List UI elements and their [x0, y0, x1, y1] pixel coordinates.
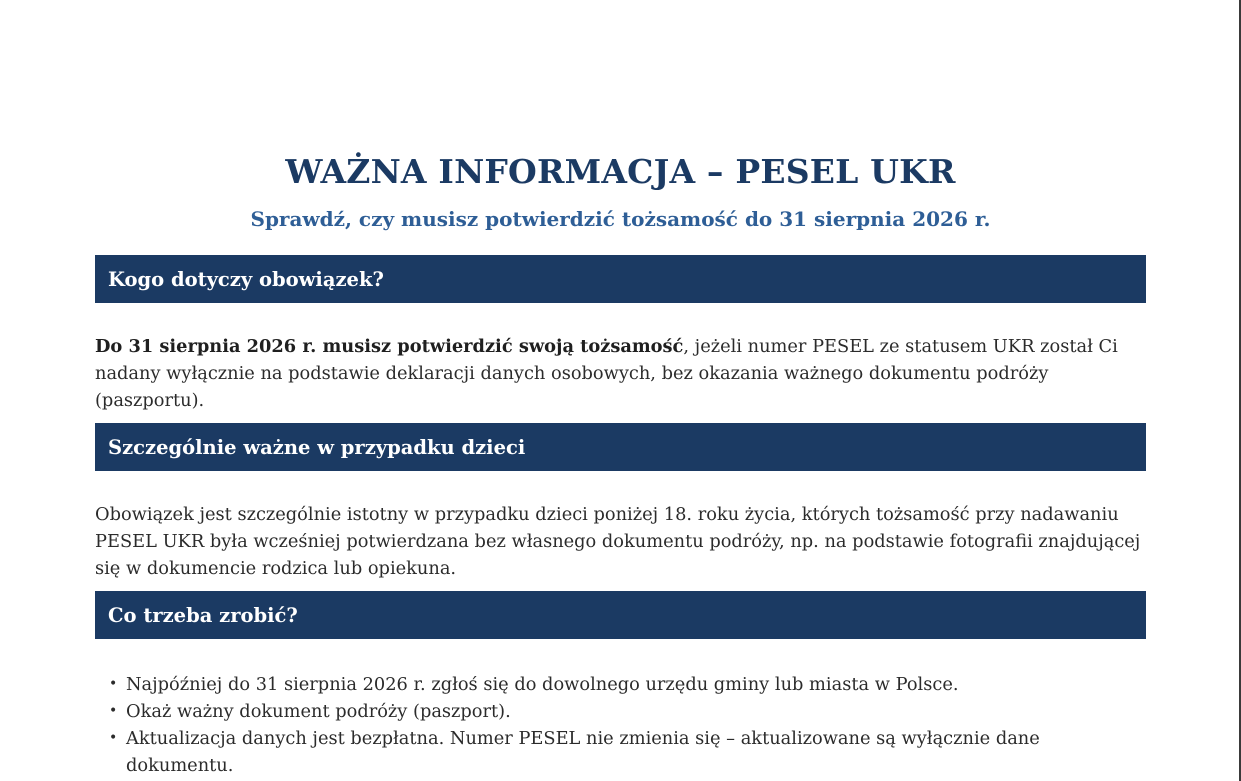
section-heading-who-label: Kogo dotyczy obowiązek? [108, 267, 384, 291]
section-heading-todo [95, 591, 1146, 639]
list-item [109, 698, 1109, 725]
section-who-bold-lead: Do 31 sierpnia 2026 r. musisz potwierdzić swoją tożsamość [95, 336, 684, 357]
bullet-icon: • [109, 676, 118, 692]
page-title: WAŻNA INFORMACJA – PESEL UKR [285, 152, 956, 191]
bullet-icon: • [109, 703, 118, 719]
list-item-text: Okaż ważny dokument podróży (paszport). [126, 701, 511, 722]
list-item-text: Najpóźniej do 31 sierpnia 2026 r. zgłoś się do dowolnego urzędu gminy lub miasta w Polsce. [126, 674, 959, 695]
section-who-text: , jeżeli numer PESEL ze statusem UKR został Ci nadany wyłącznie na podstawie deklaracji danych osobowych, bez okazania ważnego dokumentu podróży (paszportu). [95, 336, 1118, 411]
section-who-paragraph [95, 333, 1155, 414]
section-heading-todo-label: Co trzeba zrobić? [108, 603, 298, 627]
list-item [109, 725, 1109, 779]
section-heading-children-label: Szczególnie ważne w przypadku dzieci [108, 435, 526, 459]
page-subtitle: Sprawdź, czy musisz potwierdzić tożsamość do 31 sierpnia 2026 r. [250, 207, 991, 231]
todo-list [109, 671, 1109, 779]
list-item-text: Aktualizacja danych jest bezpłatna. Numer PESEL nie zmienia się – aktualizowane są wyłącznie dane dokumentu. [126, 728, 1040, 776]
section-heading-children [95, 423, 1146, 471]
bullet-icon: • [109, 730, 118, 746]
list-item [109, 671, 1109, 698]
section-children-paragraph: Obowiązek jest szczególnie istotny w przypadku dzieci poniżej 18. roku życia, których tożsamość przy nadawaniu PESEL UKR była wcześniej potwierdzana bez własnego dokumentu podróży, np. na podstawie fotografii znajdującej się w dokumencie rodzica lub opiekuna. [95, 504, 1141, 579]
section-heading-who [95, 255, 1146, 303]
